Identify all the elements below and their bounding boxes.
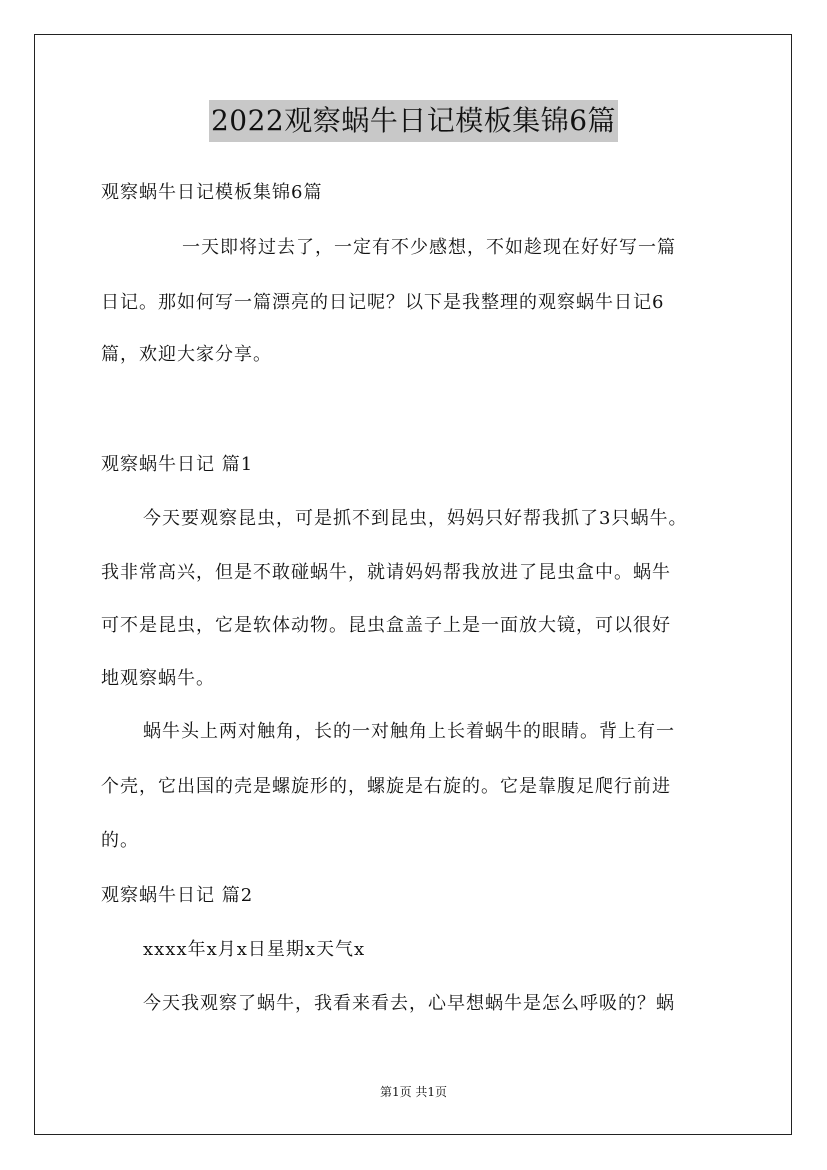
paragraph-line: 的。 — [101, 830, 139, 851]
paragraph-line: 今天我观察了蜗牛，我看来看去，心早想蜗牛是怎么呼吸的？蜗 — [143, 993, 675, 1014]
title-container — [0, 100, 827, 142]
section-heading-2: 观察蜗牛日记 篇2 — [101, 885, 254, 906]
paragraph-line: 个壳，它出国的壳是螺旋形的，螺旋是右旋的。它是靠腹足爬行前进 — [101, 776, 671, 797]
intro-line-1: 一天即将过去了，一定有不少感想，不如趁现在好好写一篇 — [182, 237, 676, 258]
date-line: xxxx年x月x日星期x天气x — [143, 939, 366, 960]
subtitle-line: 观察蜗牛日记模板集锦6篇 — [101, 182, 323, 203]
paragraph-line: 可不是昆虫，它是软体动物。昆虫盒盖子上是一面放大镜，可以很好 — [101, 615, 671, 636]
paragraph-line: 我非常高兴，但是不敢碰蜗牛，就请妈妈帮我放进了昆虫盒中。蜗牛 — [101, 562, 671, 583]
intro-line-2: 日记。那如何写一篇漂亮的日记呢？以下是我整理的观察蜗牛日记6 — [101, 292, 665, 313]
intro-line-3: 篇，欢迎大家分享。 — [101, 344, 272, 365]
paragraph-line: 地观察蜗牛。 — [101, 668, 215, 689]
document-title: 2022观察蜗牛日记模板集锦6篇 — [209, 100, 618, 142]
page-footer: 第1页 共1页 — [379, 1085, 448, 1099]
paragraph-line: 今天要观察昆虫，可是抓不到昆虫，妈妈只好帮我抓了3只蜗牛。 — [143, 508, 688, 529]
paragraph-line: 蜗牛头上两对触角，长的一对触角上长着蜗牛的眼睛。背上有一 — [143, 721, 675, 742]
section-heading-1: 观察蜗牛日记 篇1 — [101, 454, 254, 475]
